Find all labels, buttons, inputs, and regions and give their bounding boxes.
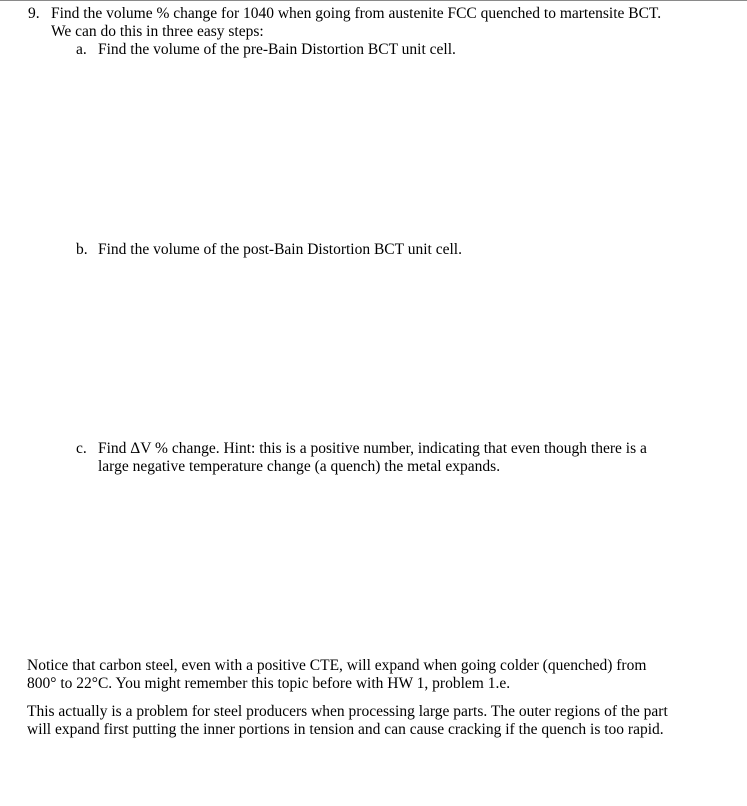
question-text-line-2: We can do this in three easy steps: — [51, 23, 264, 40]
page-top-rule — [0, 0, 747, 1]
note-1-line-2: 800° to 22°C. You might remember this topic before with HW 1, problem 1.e. — [27, 675, 511, 692]
step-c-text-line-1: Find ΔV % change. Hint: this is a positive number, indicating that even though there is a — [98, 440, 647, 457]
step-b-marker: b. — [76, 241, 88, 258]
note-2-line-1: This actually is a problem for steel producers when processing large parts. The outer regions of the part — [27, 703, 668, 720]
question-text-line-1: Find the volume % change for 1040 when going from austenite FCC quenched to martensite BCT. — [51, 5, 662, 22]
step-c-text-line-2: large negative temperature change (a quench) the metal expands. — [98, 458, 501, 475]
step-b-text: Find the volume of the post-Bain Distortion BCT unit cell. — [98, 241, 462, 258]
step-a-marker: a. — [76, 41, 87, 58]
step-a-text: Find the volume of the pre-Bain Distortion BCT unit cell. — [98, 41, 456, 58]
question-number: 9. — [28, 5, 40, 22]
note-2-line-2: will expand first putting the inner portions in tension and can cause cracking if the quench is too rapid. — [27, 721, 664, 738]
step-c-marker: c. — [76, 440, 87, 457]
note-1-line-1: Notice that carbon steel, even with a positive CTE, will expand when going colder (quenched) from — [27, 657, 647, 674]
